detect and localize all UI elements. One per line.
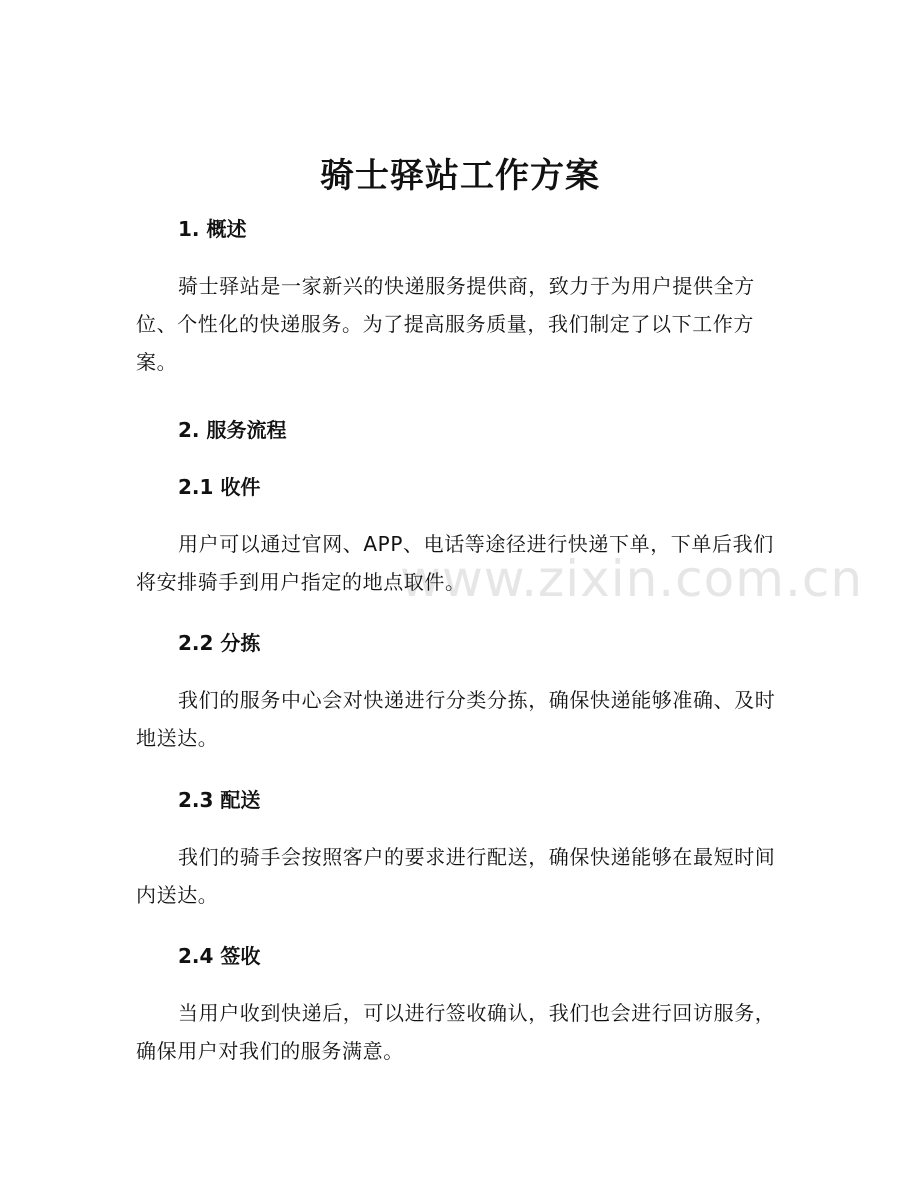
section-heading-overview: 1. 概述 [178,217,247,241]
section-text-overview: 骑士驿站是一家新兴的快递服务提供商，致力于为用户提供全方位、个性化的快递服务。为了提高服务质量，我们制定了以下工作方案。 [136,274,755,374]
section-text-deliver: 我们的骑手会按照客户的要求进行配送，确保快递能够在最短时间内送达。 [136,845,776,907]
page-title: 骑士驿站工作方案 [320,156,600,196]
section-heading-sort: 2.2 分拣 [178,631,261,655]
section-heading-deliver: 2.3 配送 [178,788,261,812]
section-heading-receive: 2.1 收件 [178,475,261,499]
watermark: www.zixin.com.cn [400,550,864,608]
section-text-sign: 当用户收到快递后，可以进行签收确认，我们也会进行回访服务，确保用户对我们的服务满意。 [136,1001,776,1063]
section-text-sort: 我们的服务中心会对快递进行分类分拣，确保快递能够准确、及时地送达。 [136,688,776,750]
section-heading-sign: 2.4 签收 [178,944,261,968]
section-text-receive: 用户可以通过官网、APP、电话等途径进行快递下单，下单后我们将安排骑手到用户指定的地点取件。 [136,532,774,594]
section-heading-process: 2. 服务流程 [178,418,287,442]
